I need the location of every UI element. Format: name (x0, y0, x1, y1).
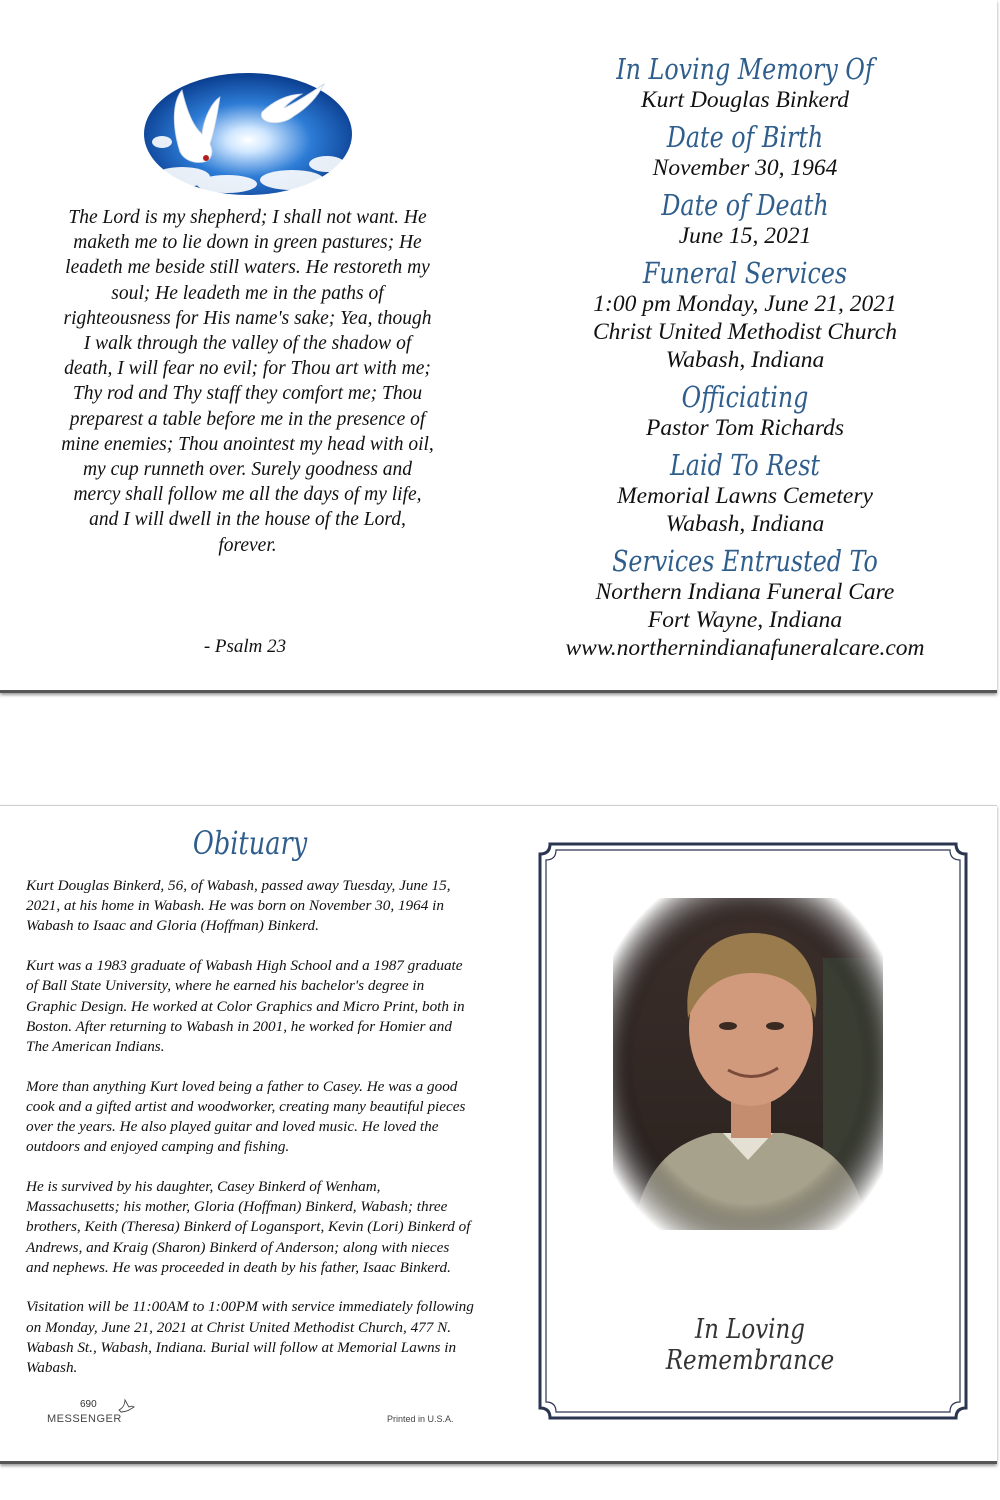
obituary-paragraph: Kurt was a 1983 graduate of Wabash High School and a 1987 graduate of Ball State University, where he earned his bachelor's degree in Graphic Design. He worked at Color Graphics and Micro Print, both in Boston. After returning to Wabash in 2001, he worked for Homier and The American Indians. (26, 957, 465, 1055)
birth-label: Date of Birth (666, 120, 824, 154)
portrait-photo (613, 898, 883, 1230)
death-date: June 15, 2021 (678, 223, 812, 249)
psalm-text: The Lord is my shepherd; I shall not want. He maketh me to lie down in green pastures; He leadeth me beside still waters. He restoreth my soul; He leadeth me in the paths of righteousness for His name's sake; Yea, though I walk through the valley of the shadow of death, I will fear no evil; for Thou art with me; Thy rod and Thy staff they comfort me; Thou preparest a table before me in the presence of mine enemies; Thou anointest my head with oil, my cup runneth over. Surely goodness and mercy shall follow me all the days of my life, and I will dwell in the house of the Lord, forever. (61, 207, 434, 556)
services-city: Wabash, Indiana (665, 347, 825, 373)
doves-sky-image (142, 72, 354, 197)
services-place: Christ United Methodist Church (593, 319, 897, 345)
messenger-logo: MESSENGER (47, 1413, 122, 1425)
birth-date: November 30, 1964 (652, 155, 838, 181)
rest-place: Memorial Lawns Cemetery (617, 483, 873, 509)
rest-city: Wabash, Indiana (665, 511, 825, 537)
printed-in-usa: Printed in U.S.A. (387, 1414, 454, 1424)
funeral-home-name: Northern Indiana Funeral Care (595, 579, 895, 605)
psalm-citation: - Psalm 23 (203, 636, 287, 657)
obituary-title: Obituary (192, 824, 308, 862)
officiating-name: Pastor Tom Richards (645, 415, 845, 441)
officiating-label: Officiating (681, 380, 809, 414)
remembrance-caption: In Loving Remembrance (665, 1314, 835, 1376)
obituary-paragraph: More than anything Kurt loved being a father to Casey. He was a good cook and a gifted artist and woodworker, creating many beautiful pieces over the years. He also played guitar and loved music. He loved the outdoors and enjoyed camping and fishing. (26, 1077, 466, 1156)
death-label: Date of Death (661, 188, 829, 222)
obituary-paragraph: Kurt Douglas Binkerd, 56, of Wabash, passed away Tuesday, June 15, 2021, at his home in Wabash. He was born on November 30, 1964 in Wabash to Isaac and Gloria (Hoffman) Binkerd. (26, 877, 451, 935)
services-label: Funeral Services (642, 256, 848, 290)
rest-label: Laid To Rest (669, 448, 820, 482)
obituary-paragraph: He is survived by his daughter, Casey Binkerd of Wenham, Massachusetts; his mother, Gloria (Hoffman) Binkerd, Wabash; three brothers, Keith (Theresa) Binkerd of Logansport, Kevin (Lori) Binkerd of Andrews, and Kraig (Sharon) Binkerd of Anderson; along with nieces and nephews. He was proceeded in death by his father, Isaac Binkerd. (26, 1177, 471, 1276)
form-number: 690 (80, 1399, 97, 1410)
obituary-text (26, 876, 474, 1398)
services-time: 1:00 pm Monday, June 21, 2021 (593, 291, 897, 317)
deceased-name: Kurt Douglas Binkerd (640, 87, 849, 113)
funeral-home-city: Fort Wayne, Indiana (647, 607, 843, 633)
funeral-home-url: www.northernindianafuneralcare.com (565, 635, 925, 661)
memorial-details (530, 52, 960, 662)
dove-logo-icon (117, 1398, 135, 1414)
memory-heading: In Loving Memory Of (616, 52, 874, 86)
entrusted-label: Services Entrusted To (612, 544, 878, 578)
obituary-paragraph: Visitation will be 11:00AM to 1:00PM with service immediately following on Monday, June 21, 2021 at Christ United Methodist Church, 477 N. Wabash St., Wabash, Indiana. Burial will follow at Memorial Lawns in Wabash. (26, 1298, 474, 1377)
